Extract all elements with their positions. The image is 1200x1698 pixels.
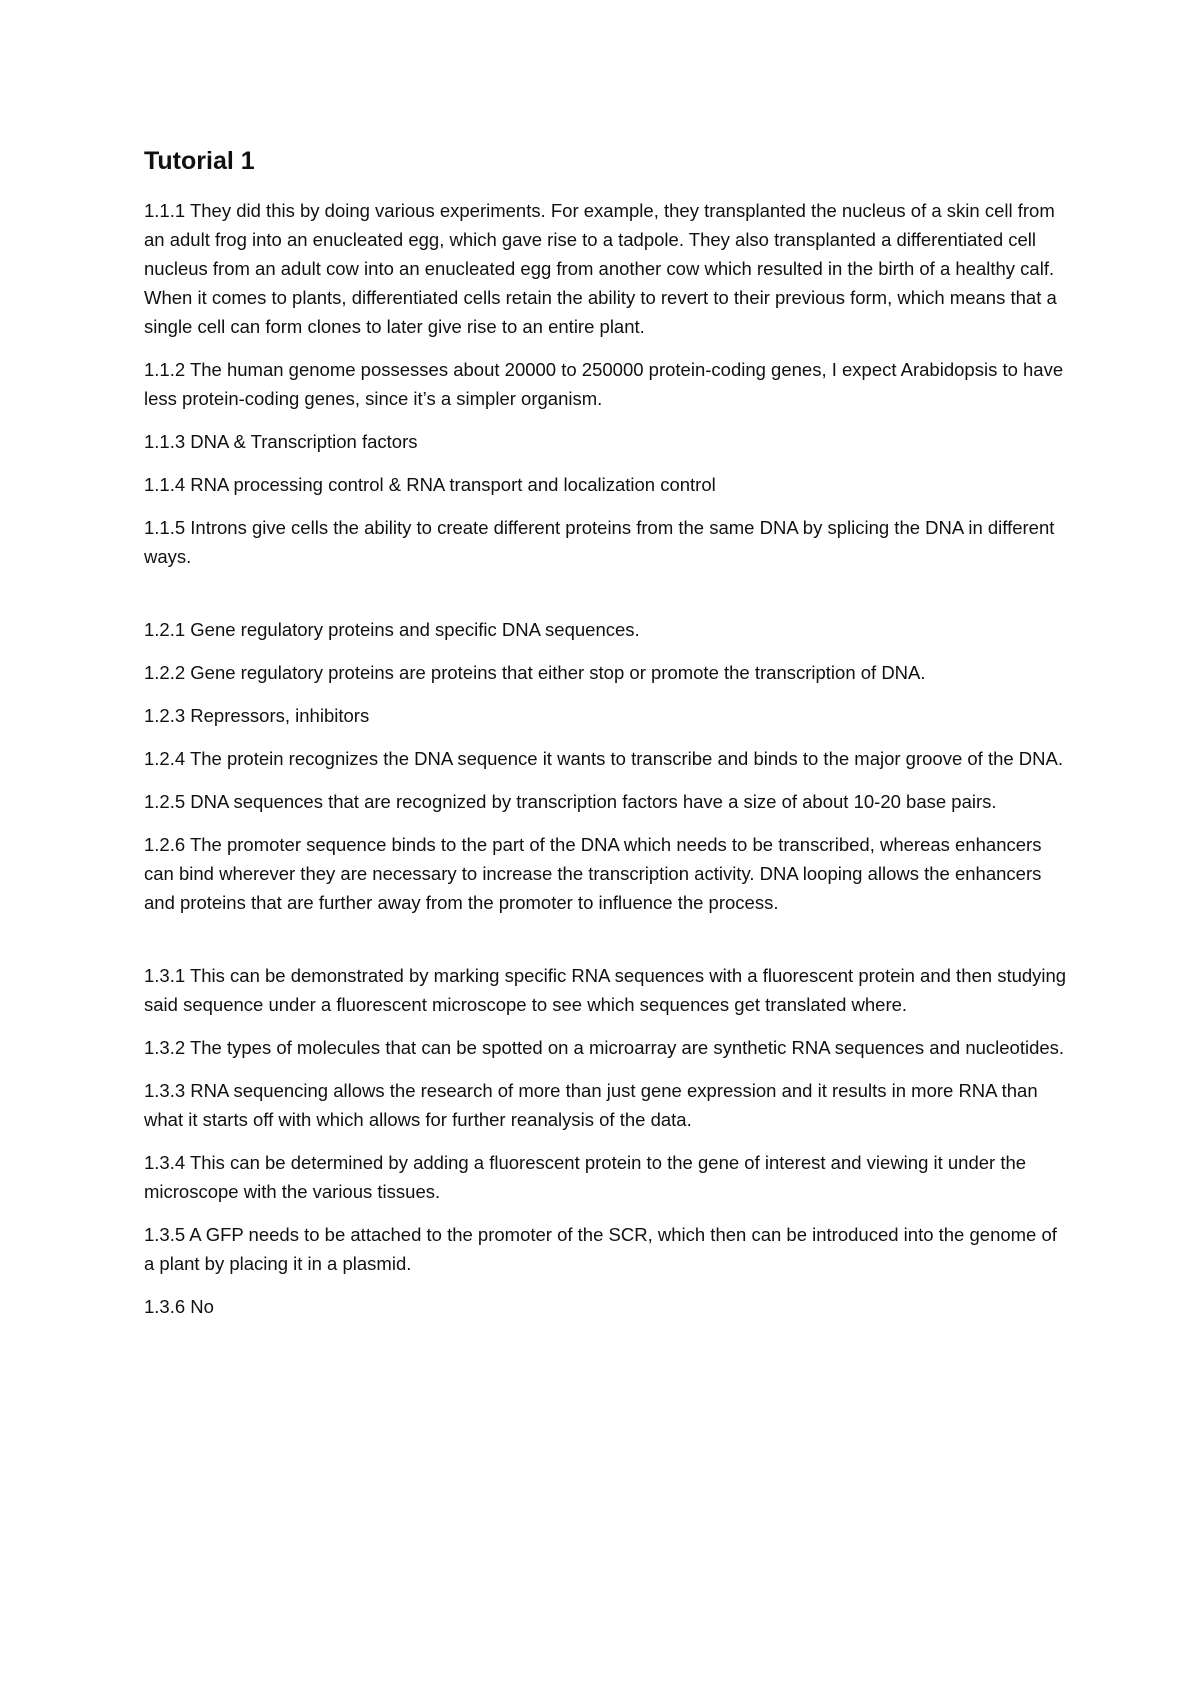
answer-1-3-2: 1.3.2 The types of molecules that can be spotted on a microarray are synthetic RNA sequences and nucleotides.	[144, 1037, 1065, 1058]
answer-1-1-4: 1.1.4 RNA processing control & RNA transport and localization control	[144, 474, 716, 495]
document-title: Tutorial 1	[144, 147, 255, 175]
answer-1-2-2: 1.2.2 Gene regulatory proteins are proteins that either stop or promote the transcription of DNA.	[144, 662, 926, 683]
answer-1-3-1: 1.3.1 This can be demonstrated by marking specific RNA sequences with a fluorescent protein and then studying said sequence under a fluorescent microscope to see which sequences get translated where.	[144, 965, 1067, 1015]
answer-1-2-3: 1.2.3 Repressors, inhibitors	[144, 705, 370, 726]
answer-1-2-6: 1.2.6 The promoter sequence binds to the part of the DNA which needs to be transcribed, whereas enhancers can bind wherever they are necessary to increase the transcription activity. DNA looping allows the enhancers and proteins that are further away from the promoter to influence the process.	[144, 834, 1042, 913]
answer-1-2-1: 1.2.1 Gene regulatory proteins and specific DNA sequences.	[144, 619, 640, 640]
section-2	[144, 615, 1070, 917]
answer-sections	[144, 196, 1070, 1321]
answer-1-3-6: 1.3.6 No	[144, 1296, 214, 1317]
answer-1-2-4: 1.2.4 The protein recognizes the DNA sequence it wants to transcribe and binds to the major groove of the DNA.	[144, 748, 1064, 769]
answer-1-1-1: 1.1.1 They did this by doing various experiments. For example, they transplanted the nucleus of a skin cell from an adult frog into an enucleated egg, which gave rise to a tadpole. They also transplanted a differentiated cell nucleus from an adult cow into an enucleated egg from another cow which resulted in the birth of a healthy calf. When it comes to plants, differentiated cells retain the ability to revert to their previous form, which means that a single cell can form clones to later give rise to an entire plant.	[144, 200, 1057, 337]
answer-1-3-5: 1.3.5 A GFP needs to be attached to the promoter of the SCR, which then can be introduced into the genome of a plant by placing it in a plasmid.	[144, 1224, 1057, 1274]
section-3	[144, 961, 1070, 1321]
answer-1-1-5: 1.1.5 Introns give cells the ability to create different proteins from the same DNA by splicing the DNA in different ways.	[144, 517, 1055, 567]
answer-1-3-3: 1.3.3 RNA sequencing allows the research of more than just gene expression and it results in more RNA than what it starts off with which allows for further reanalysis of the data.	[144, 1080, 1038, 1130]
section-1	[144, 196, 1070, 571]
answer-1-1-2: 1.1.2 The human genome possesses about 20000 to 250000 protein-coding genes, I expect Arabidopsis to have less protein-coding genes, since it’s a simpler organism.	[144, 359, 1064, 409]
answer-1-3-4: 1.3.4 This can be determined by adding a fluorescent protein to the gene of interest and viewing it under the microscope with the various tissues.	[144, 1152, 1027, 1202]
answer-1-2-5: 1.2.5 DNA sequences that are recognized by transcription factors have a size of about 10-20 base pairs.	[144, 791, 997, 812]
answer-1-1-3: 1.1.3 DNA & Transcription factors	[144, 431, 418, 452]
